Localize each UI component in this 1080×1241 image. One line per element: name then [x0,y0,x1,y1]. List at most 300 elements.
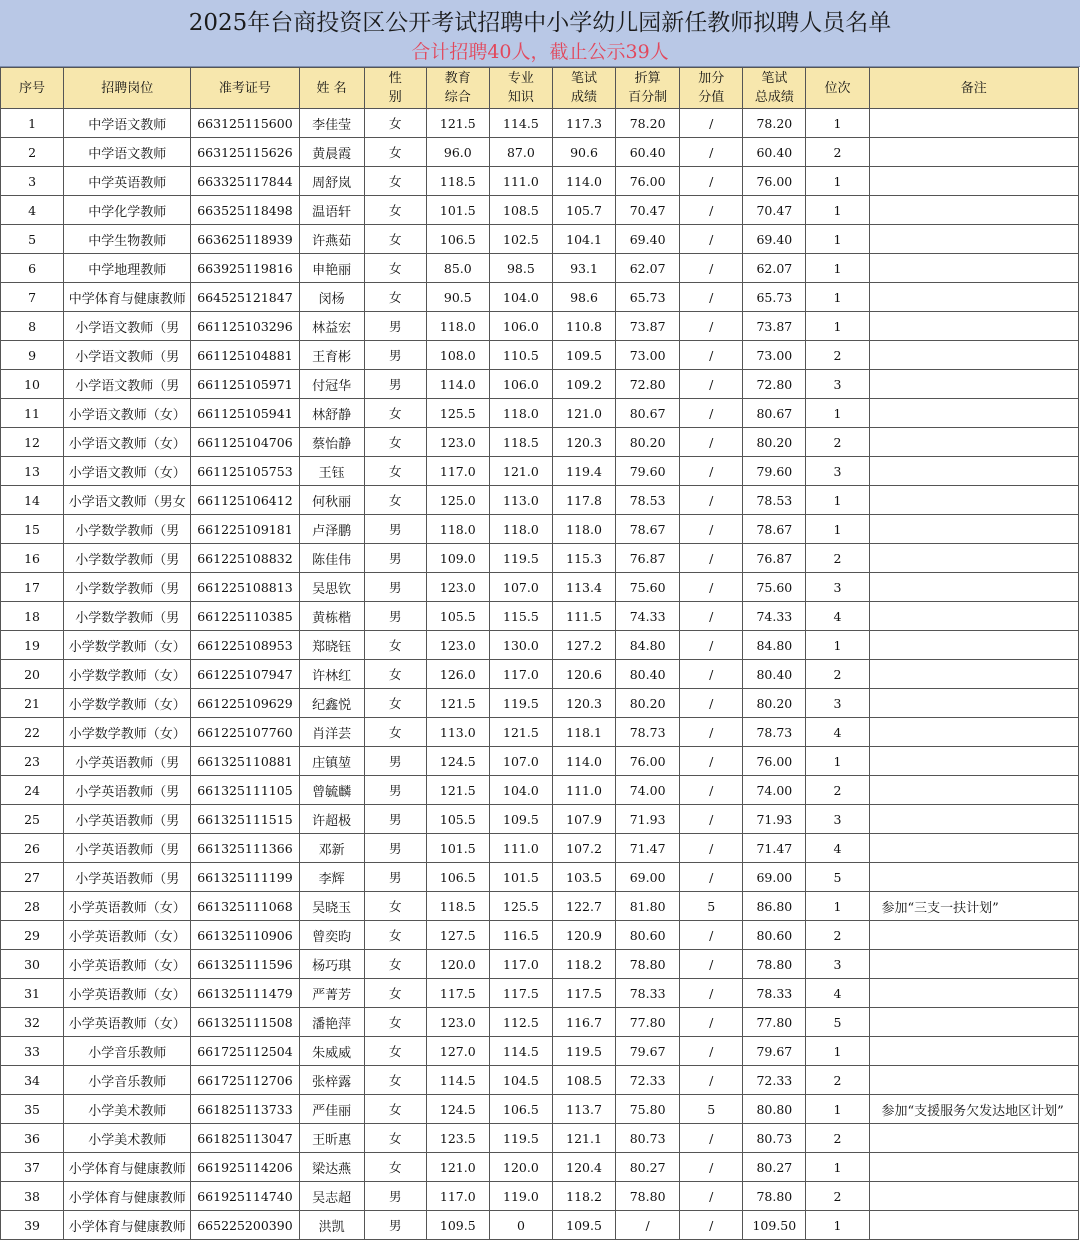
cell-seq: 10 [1,370,64,399]
cell-note [869,718,1078,747]
cell-seq: 21 [1,689,64,718]
cell-written: 119.4 [552,457,615,486]
cell-note [869,1066,1078,1095]
cell-note [869,1008,1078,1037]
cell-rank: 1 [806,283,869,312]
cell-written: 120.9 [552,921,615,950]
cell-gender: 男 [364,776,426,805]
cell-position: 小学英语教师（男 [64,776,191,805]
cell-note [869,805,1078,834]
table-row [1,921,1079,950]
cell-rank: 1 [806,1037,869,1066]
cell-name: 王昕惠 [299,1124,364,1153]
cell-seq: 32 [1,1008,64,1037]
cell-name: 蔡怡静 [299,428,364,457]
cell-ticket: 661225107947 [191,660,299,689]
cell-bonus: / [680,457,743,486]
cell-rank: 1 [806,515,869,544]
cell-pct: 69.00 [616,863,680,892]
cell-pct: 80.40 [616,660,680,689]
cell-note [869,689,1078,718]
cell-seq: 20 [1,660,64,689]
cell-note [869,776,1078,805]
table-row [1,1008,1079,1037]
cell-note [869,631,1078,660]
cell-name: 林舒静 [299,399,364,428]
cell-note [869,747,1078,776]
cell-pct: 71.47 [616,834,680,863]
cell-total: 78.33 [743,979,806,1008]
cell-ticket: 661825113733 [191,1095,299,1124]
cell-pct: 78.20 [616,109,680,138]
cell-bonus: / [680,805,743,834]
cell-gender: 男 [364,370,426,399]
cell-seq: 39 [1,1211,64,1240]
cell-written: 113.7 [552,1095,615,1124]
cell-name: 许林红 [299,660,364,689]
cell-seq: 30 [1,950,64,979]
table-row [1,718,1079,747]
cell-total: 71.47 [743,834,806,863]
cell-name: 王钰 [299,457,364,486]
cell-pct: / [616,1211,680,1240]
cell-written: 120.6 [552,660,615,689]
cell-pct: 76.87 [616,544,680,573]
cell-name: 吴晓玉 [299,892,364,921]
cell-seq: 36 [1,1124,64,1153]
cell-ticket: 661725112504 [191,1037,299,1066]
cell-total: 78.67 [743,515,806,544]
cell-seq: 6 [1,254,64,283]
cell-pct: 71.93 [616,805,680,834]
cell-position: 小学数学教师（男 [64,573,191,602]
cell-gender: 男 [364,1182,426,1211]
cell-edu: 108.0 [426,341,489,370]
cell-written: 121.1 [552,1124,615,1153]
cell-gender: 男 [364,834,426,863]
cell-gender: 男 [364,1211,426,1240]
cell-seq: 15 [1,515,64,544]
cell-position: 中学语文教师 [64,138,191,167]
cell-total: 69.00 [743,863,806,892]
cell-name: 杨巧琪 [299,950,364,979]
cell-pct: 65.73 [616,283,680,312]
cell-pct: 76.00 [616,747,680,776]
cell-ticket: 661325111596 [191,950,299,979]
cell-prof: 114.5 [489,109,552,138]
cell-pct: 79.60 [616,457,680,486]
cell-ticket: 661325111479 [191,979,299,1008]
cell-ticket: 661125105941 [191,399,299,428]
cell-position: 中学地理教师 [64,254,191,283]
cell-name: 严菁芳 [299,979,364,1008]
cell-position: 小学语文教师（男 [64,341,191,370]
cell-note [869,283,1078,312]
cell-written: 103.5 [552,863,615,892]
cell-prof: 125.5 [489,892,552,921]
cell-position: 小学数学教师（女） [64,660,191,689]
cell-edu: 123.0 [426,631,489,660]
cell-note [869,834,1078,863]
cell-pct: 62.07 [616,254,680,283]
cell-edu: 117.0 [426,457,489,486]
table-row [1,834,1079,863]
cell-note [869,515,1078,544]
cell-bonus: / [680,1153,743,1182]
cell-ticket: 661225109181 [191,515,299,544]
cell-note [869,863,1078,892]
cell-position: 小学体育与健康教师 [64,1153,191,1182]
cell-seq: 16 [1,544,64,573]
cell-pct: 60.40 [616,138,680,167]
cell-edu: 121.5 [426,109,489,138]
cell-edu: 123.0 [426,428,489,457]
cell-rank: 2 [806,776,869,805]
cell-ticket: 661825113047 [191,1124,299,1153]
cell-bonus: / [680,1211,743,1240]
cell-position: 小学音乐教师 [64,1037,191,1066]
cell-total: 80.27 [743,1153,806,1182]
cell-position: 小学体育与健康教师 [64,1182,191,1211]
cell-written: 117.5 [552,979,615,1008]
cell-prof: 104.5 [489,1066,552,1095]
cell-written: 120.4 [552,1153,615,1182]
cell-written: 118.2 [552,950,615,979]
table-row [1,602,1079,631]
cell-written: 115.3 [552,544,615,573]
table-row [1,1211,1079,1240]
cell-note [869,341,1078,370]
cell-prof: 118.0 [489,399,552,428]
cell-written: 109.2 [552,370,615,399]
cell-total: 73.87 [743,312,806,341]
cell-ticket: 661925114740 [191,1182,299,1211]
cell-prof: 106.0 [489,370,552,399]
cell-gender: 男 [364,863,426,892]
cell-prof: 108.5 [489,196,552,225]
cell-written: 109.5 [552,341,615,370]
cell-name: 陈佳伟 [299,544,364,573]
cell-prof: 119.5 [489,544,552,573]
cell-name: 黄栋楷 [299,602,364,631]
cell-pct: 73.00 [616,341,680,370]
cell-gender: 男 [364,515,426,544]
cell-edu: 101.5 [426,834,489,863]
cell-note [869,1211,1078,1240]
cell-written: 111.5 [552,602,615,631]
cell-position: 小学语文教师（女） [64,399,191,428]
cell-written: 117.8 [552,486,615,515]
cell-bonus: / [680,602,743,631]
cell-total: 76.00 [743,167,806,196]
cell-note [869,544,1078,573]
cell-rank: 1 [806,486,869,515]
cell-seq: 29 [1,921,64,950]
cell-gender: 女 [364,254,426,283]
cell-name: 黄晨霞 [299,138,364,167]
table-row [1,573,1079,602]
cell-edu: 121.5 [426,689,489,718]
cell-written: 109.5 [552,1211,615,1240]
cell-prof: 107.0 [489,747,552,776]
cell-name: 严佳丽 [299,1095,364,1124]
cell-ticket: 663525118498 [191,196,299,225]
cell-prof: 115.5 [489,602,552,631]
cell-seq: 34 [1,1066,64,1095]
cell-rank: 1 [806,631,869,660]
cell-total: 78.80 [743,1182,806,1211]
cell-gender: 男 [364,602,426,631]
cell-edu: 124.5 [426,747,489,776]
cell-edu: 117.5 [426,979,489,1008]
cell-edu: 123.0 [426,1008,489,1037]
cell-total: 76.87 [743,544,806,573]
cell-bonus: / [680,515,743,544]
cell-bonus: / [680,167,743,196]
cell-pct: 78.33 [616,979,680,1008]
cell-bonus: / [680,341,743,370]
cell-prof: 111.0 [489,167,552,196]
cell-total: 109.50 [743,1211,806,1240]
cell-name: 郑晓钰 [299,631,364,660]
results-table [0,67,1079,1240]
cell-written: 90.6 [552,138,615,167]
cell-prof: 102.5 [489,225,552,254]
cell-ticket: 661725112706 [191,1066,299,1095]
cell-bonus: / [680,283,743,312]
cell-name: 李辉 [299,863,364,892]
cell-seq: 5 [1,225,64,254]
cell-prof: 87.0 [489,138,552,167]
cell-bonus: / [680,950,743,979]
cell-position: 中学生物教师 [64,225,191,254]
table-row [1,1037,1079,1066]
cell-bonus: / [680,138,743,167]
cell-gender: 女 [364,921,426,950]
cell-position: 小学数学教师（女） [64,631,191,660]
cell-rank: 1 [806,312,869,341]
cell-edu: 85.0 [426,254,489,283]
cell-written: 108.5 [552,1066,615,1095]
cell-name: 付冠华 [299,370,364,399]
cell-prof: 106.0 [489,312,552,341]
cell-seq: 37 [1,1153,64,1182]
cell-gender: 女 [364,950,426,979]
cell-gender: 女 [364,1066,426,1095]
cell-seq: 8 [1,312,64,341]
cell-written: 122.7 [552,892,615,921]
cell-prof: 121.0 [489,457,552,486]
cell-note [869,109,1078,138]
cell-bonus: / [680,486,743,515]
cell-pct: 74.00 [616,776,680,805]
cell-position: 小学英语教师（男 [64,863,191,892]
cell-written: 120.3 [552,689,615,718]
cell-gender: 女 [364,428,426,457]
cell-prof: 111.0 [489,834,552,863]
cell-gender: 女 [364,196,426,225]
cell-rank: 2 [806,341,869,370]
table-row [1,544,1079,573]
cell-rank: 1 [806,399,869,428]
cell-name: 梁达燕 [299,1153,364,1182]
cell-bonus: / [680,979,743,1008]
cell-ticket: 663125115626 [191,138,299,167]
col-position: 招聘岗位 [64,68,191,109]
cell-rank: 1 [806,892,869,921]
cell-rank: 3 [806,689,869,718]
cell-edu: 121.0 [426,1153,489,1182]
cell-note [869,660,1078,689]
cell-edu: 106.5 [426,863,489,892]
cell-written: 118.1 [552,718,615,747]
cell-total: 70.47 [743,196,806,225]
cell-ticket: 661325111068 [191,892,299,921]
cell-total: 74.00 [743,776,806,805]
cell-total: 69.40 [743,225,806,254]
cell-position: 小学语文教师（女） [64,457,191,486]
cell-rank: 2 [806,138,869,167]
cell-ticket: 661125104706 [191,428,299,457]
cell-total: 79.67 [743,1037,806,1066]
cell-bonus: / [680,834,743,863]
cell-pct: 74.33 [616,602,680,631]
col-edu: 教育 综合 [426,68,489,109]
cell-gender: 女 [364,457,426,486]
cell-gender: 男 [364,544,426,573]
table-row [1,370,1079,399]
cell-position: 小学数学教师（男 [64,544,191,573]
cell-name: 温语轩 [299,196,364,225]
cell-rank: 4 [806,602,869,631]
cell-prof: 110.5 [489,341,552,370]
cell-prof: 117.0 [489,660,552,689]
cell-prof: 104.0 [489,283,552,312]
cell-pct: 75.80 [616,1095,680,1124]
table-row [1,631,1079,660]
cell-position: 小学数学教师（男 [64,602,191,631]
cell-prof: 0 [489,1211,552,1240]
cell-bonus: / [680,863,743,892]
cell-rank: 1 [806,1095,869,1124]
cell-total: 79.60 [743,457,806,486]
cell-name: 李佳莹 [299,109,364,138]
cell-ticket: 661125106412 [191,486,299,515]
cell-edu: 118.5 [426,167,489,196]
cell-seq: 17 [1,573,64,602]
cell-ticket: 663925119816 [191,254,299,283]
cell-pct: 84.80 [616,631,680,660]
cell-pct: 80.73 [616,1124,680,1153]
table-row [1,660,1079,689]
cell-edu: 126.0 [426,660,489,689]
table-row [1,225,1079,254]
table-row [1,776,1079,805]
cell-prof: 121.5 [489,718,552,747]
cell-total: 80.40 [743,660,806,689]
cell-ticket: 661325110881 [191,747,299,776]
cell-prof: 114.5 [489,1037,552,1066]
cell-ticket: 661125104881 [191,341,299,370]
cell-position: 中学语文教师 [64,109,191,138]
cell-bonus: / [680,428,743,457]
cell-bonus: / [680,689,743,718]
cell-written: 116.7 [552,1008,615,1037]
cell-seq: 31 [1,979,64,1008]
cell-edu: 101.5 [426,196,489,225]
cell-edu: 105.5 [426,805,489,834]
cell-written: 113.4 [552,573,615,602]
cell-edu: 90.5 [426,283,489,312]
col-total: 笔试 总成绩 [743,68,806,109]
cell-total: 76.00 [743,747,806,776]
cell-gender: 女 [364,660,426,689]
cell-note [869,1124,1078,1153]
cell-pct: 79.67 [616,1037,680,1066]
cell-gender: 女 [364,1153,426,1182]
cell-pct: 80.60 [616,921,680,950]
cell-gender: 女 [364,225,426,254]
cell-rank: 3 [806,370,869,399]
cell-name: 吴思钦 [299,573,364,602]
cell-name: 张梓露 [299,1066,364,1095]
cell-pct: 78.80 [616,950,680,979]
cell-note [869,950,1078,979]
cell-position: 小学语文教师（女） [64,428,191,457]
table-row [1,1095,1079,1124]
table-header-row [1,68,1079,109]
table-row [1,747,1079,776]
cell-pct: 81.80 [616,892,680,921]
cell-name: 纪鑫悦 [299,689,364,718]
cell-gender: 女 [364,109,426,138]
cell-pct: 78.73 [616,718,680,747]
cell-position: 小学英语教师（女） [64,1008,191,1037]
cell-total: 80.67 [743,399,806,428]
cell-gender: 女 [364,399,426,428]
cell-pct: 73.87 [616,312,680,341]
cell-seq: 19 [1,631,64,660]
cell-pct: 70.47 [616,196,680,225]
cell-pct: 72.33 [616,1066,680,1095]
cell-ticket: 661225109629 [191,689,299,718]
cell-gender: 女 [364,138,426,167]
col-pct: 折算 百分制 [616,68,680,109]
cell-total: 73.00 [743,341,806,370]
cell-ticket: 663625118939 [191,225,299,254]
cell-pct: 80.27 [616,1153,680,1182]
cell-gender: 男 [364,573,426,602]
cell-name: 周舒岚 [299,167,364,196]
cell-prof: 101.5 [489,863,552,892]
cell-total: 60.40 [743,138,806,167]
cell-ticket: 661325111508 [191,1008,299,1037]
cell-name: 许超极 [299,805,364,834]
cell-written: 98.6 [552,283,615,312]
cell-gender: 男 [364,805,426,834]
cell-rank: 3 [806,573,869,602]
cell-rank: 4 [806,834,869,863]
cell-written: 121.0 [552,399,615,428]
col-seq: 序号 [1,68,64,109]
cell-edu: 118.0 [426,312,489,341]
cell-bonus: / [680,370,743,399]
cell-rank: 3 [806,805,869,834]
cell-seq: 35 [1,1095,64,1124]
cell-seq: 14 [1,486,64,515]
cell-bonus: / [680,1008,743,1037]
cell-position: 小学英语教师（女） [64,979,191,1008]
